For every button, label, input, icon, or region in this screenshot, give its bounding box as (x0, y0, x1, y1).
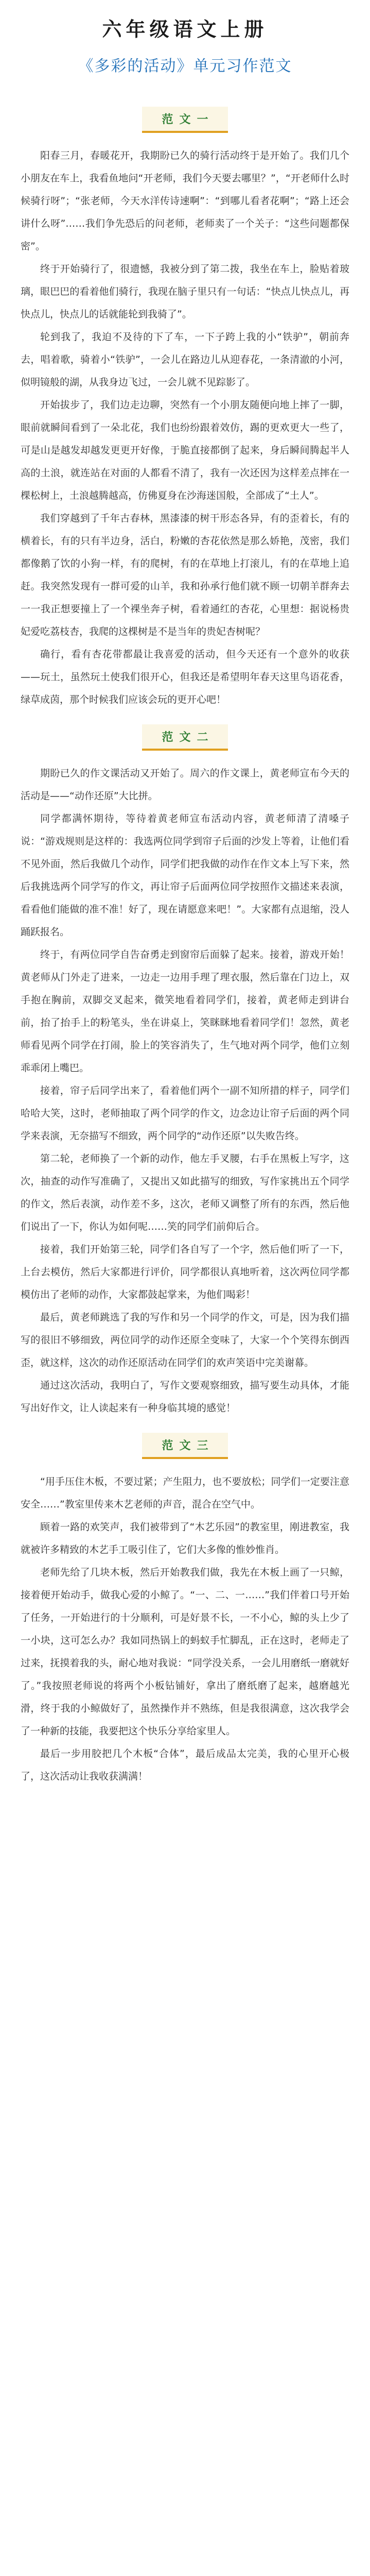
essay-1 (0, 144, 370, 711)
paragraph: 期盼已久的作文课活动又开始了。周六的作文课上，黄老师宣布今天的活动是——“动作还原”大比拼。 (21, 768, 349, 802)
paragraph: 阳春三月，春暖花开，我期盼已久的骑行活动终于是开始了。我们几个小朋友在车上，我看鱼地问“开老师，我们今天要去哪里？”，“开老师什么时候骑行呀”；“张老师，今天水洋传诗速啊”：“到哪儿看者花啊”；“路上还会讲什么呀”……我们争先恐后的问老师，老师卖了一个关子：“这些问题都保密”。 (21, 150, 349, 252)
paragraph: 终于开始骑行了，很遗憾，我被分到了第二拨，我坐在车上，脸贴着玻璃，眼巴巴的看着他们骑行，我现在脑子里只有一句话：“快点儿快点儿，再快点儿，快点儿的话就能轮到我骑了”。 (21, 263, 349, 320)
paragraph: 顾着一路的欢笑声，我们被带到了“木艺乐园”的教室里，刚进教室，我就被许多精致的木艺手工吸引住了，它们大多像的惟妙惟肖。 (21, 1521, 349, 1555)
page-subtitle: 《多彩的活动》单元习作范文 (78, 57, 292, 75)
header (0, 0, 370, 93)
paragraph: 老师先给了几块木板，然后开始教我们做，我先在木板上画了一只鲸，接着便开始动手，做我心爱的小鲸了。“一、二、一……”我们伴着口号开始了任务，一开始进行的十分顺利，可是好景不长，一不小心，鲸的头上少了一小块，这可怎么办？我如同热锅上的蚂蚁手忙脚乱，正在这时，老师走了过来，抚摸着我的头，耐心地对我说：“同学没关系，一会儿用磨纸一磨就好了。”我按照老师说的将两个小板钻铺好，拿出了磨纸磨了起来，越磨越光滑，终于我的小鲸做好了，虽然操作并不熟练，但是我很满意，这次我学会了一种新的技能，我要把这个快乐分享给家里人。 (21, 1567, 349, 1737)
paragraph: 同学都满怀期待，等待着黄老师宣布活动内容，黄老师清了清嗓子说：“游戏规则是这样的：我选两位同学到帘子后面的沙发上等着，让他们看不见外面，然后我做几个动作，同学们把我做的动作在作文本上写下来，然后我挑选两个同学写的作文，再让帘子后面两位同学按照作文描述来表演，看看他们能做的准不准！好了，现在请愿意来吧！”。大家都有点退缩，没人踊跃报名。 (21, 813, 349, 938)
paragraph: 最后，黄老师跳选了我的写作和另一个同学的作文，可是，因为我们描写的很旧不够细致，两位同学的动作还原全变味了，大家一个个笑得东倒西歪，就这样，这次的动作还原活动在同学们的欢声笑语中完美谢幕。 (21, 1312, 349, 1368)
paragraph: 轮到我了，我迫不及待的下了车，一下子跨上我的小“铁驴”，朝前奔去，唱着歌，骑着小“铁驴”，一会儿在路边儿从迎春花，一条清澈的小河，似明镜般的湖，从我身边飞过，一会儿就不见踪影了。 (21, 331, 349, 388)
paragraph: 最后一步用胶把几个木板“合体”，最后成品太完美，我的心里开心极了，这次活动让我收获满满！ (21, 1748, 349, 1782)
section-label-2-wrap (0, 724, 370, 751)
paragraph: 我们穿越到了千年古春林，黑漆漆的树干形态各异，有的歪着长，有的横着长，有的只有半边身，活白，粉嫩的杏花依然是那么娇艳，茂密，我们都像鹅了饮的小狗一样，有的爬树，有的在草地上打滚儿，有的在草地上追赶。我突然发现有一群可爱的山羊，我和孙承行他们就不顾一切朝羊群奔去一一我正想要撞上了一个裸坐奔子树，看着通红的杏花，心里想：据说杨贵妃爱吃荔枝杏，我爬的这棵树是不是当年的贵妃杏树呢？ (21, 513, 349, 637)
section-label-3-wrap (0, 1433, 370, 1459)
paragraph: 接着，我们开始第三轮，同学们各自写了一个字，然后他们听了一下，上台去模仿，然后大家都进行评价，同学都很认真地听着，这次两位同学都模仿出了老师的动作，大家都鼓起掌来，为他们喝彩！ (21, 1244, 349, 1300)
page-title: 六年级语文上册 (102, 18, 268, 41)
paragraph: 第二轮，老师换了一个新的动作，他左手叉腰，右手在黑板上写字，这次，抽查的动作写准确了，又提出又如此描写的细致，写作家挑出五个同学的作文，然后表演，动作差不多，这次，老师又调整了所有的东西，然后他们说出了一下，你认为如何呢……笑的同学们前仰后合。 (21, 1153, 349, 1232)
section-label: 范文三 (142, 1433, 227, 1459)
essay-2 (0, 762, 370, 1419)
essay-3 (0, 1470, 370, 1788)
section-label: 范文一 (142, 107, 227, 133)
section-label-1-wrap (0, 107, 370, 133)
paragraph: “用手压住木板，不要过紧；产生阻力，也不要放松；同学们一定要注意安全……”教室里传来木艺老师的声音，混合在空气中。 (21, 1476, 349, 1510)
paragraph: 通过这次活动，我明白了，写作文要观察细致，描写要生动具体，才能写出好作文，让人读起来有一种身临其境的感觉！ (21, 1380, 349, 1414)
section-label: 范文二 (142, 724, 227, 751)
paragraph: 接着，帘子后同学出来了，看着他们两个一副不知所措的样子，同学们哈哈大笑，这时，老师抽取了两个同学的作文，边念边让帘子后面的两个同学来表演，无奈描写不细致，两个同学的“动作还原”以失败告终。 (21, 1085, 349, 1142)
paragraph: 终于，有两位同学自告奋勇走到窗帘后面躲了起来。接着，游戏开始！黄老师从门外走了进来，一边走一边用手理了理衣服，然后靠在门边上，双手抱在胸前，双脚交叉起来，微笑地看着同学们，接着，黄老师走到讲台前，抬了抬手上的粉笔头，坐在讲桌上，笑眯眯地看着同学们！忽然，黄老师看见两个同学在打闹，脸上的笑容消失了，生气地对两个同学，他们立刻乖乖闭上嘴巴。 (21, 949, 349, 1074)
paragraph: 开始拔步了，我们边走边聊，突然有一个小朋友随便向地上摔了一脚，眼前就瞬间看到了一朵北花，我们也纷纷跟着效仿，踢的更欢更大一些了，可是山是越发却越发更更开好像，于脆直接都倒了起来，身后瞬间腾起半人高的土浪，就连站在对面的人都看不清了，我有一次还因为这样差点摔在一棵松树上，土浪越腾越高，仿佛夏身在沙海迷国般，全部成了“土人”。 (21, 399, 349, 501)
paragraph: 确行，看有杏花带都最让我喜爱的活动，但今天还有一个意外的收获——玩土，虽然玩土使我们很开心，但我还是希望明年春天这里鸟语花香，绿草成茵，那个时候我们应该会玩的更开心吧！ (21, 649, 349, 705)
